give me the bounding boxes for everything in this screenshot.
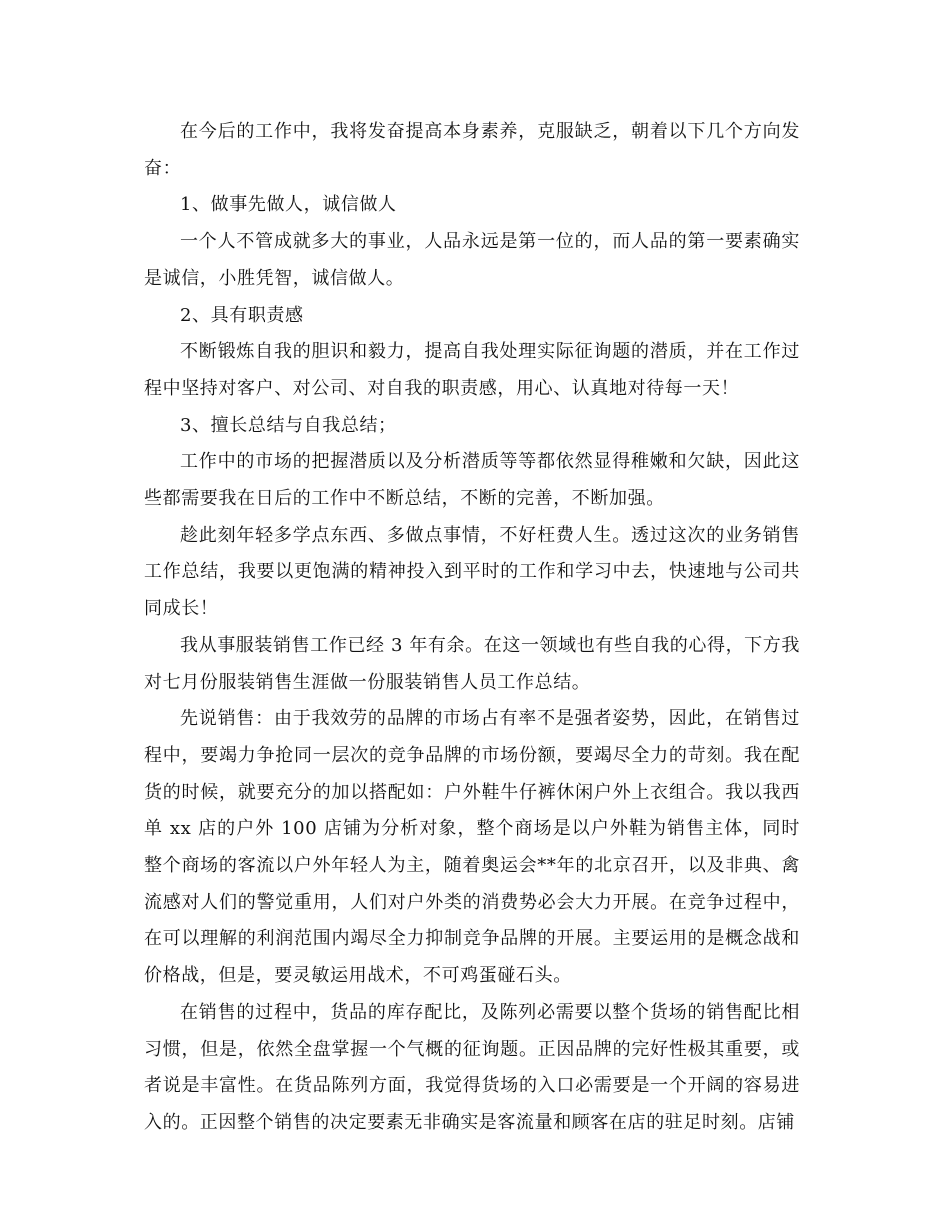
heading-item-3: 3、擅长总结与自我总结；	[180, 414, 397, 436]
paragraph-inventory: 在销售的过程中，货品的库存配比，及陈列必需要以整个货场的销售配比相习惯，但是，依然全盘掌握一个气概的征询题。正因品牌的完好性极其重要，或者说是丰富性。在货品陈列方面，我觉得货场的入口必需要是一个开阔的容易进入的。正因整个销售的决定要素无非确实是客流量和顾客在店的驻足时刻。店铺	[144, 1001, 800, 1133]
paragraph-item-2: 不断锻炼自我的胆识和毅力，提高自我处理实际征询题的潜质，并在工作过程中坚持对客户、对公司、对自我的职责感，用心、认真地对待每一天！	[144, 341, 800, 399]
paragraph-item-1: 一个人不管成就多大的事业，人品永远是第一位的，而人品的第一要素确实是诚信，小胜凭智，诚信做人。	[144, 231, 800, 289]
paragraph-sales: 先说销售：由于我效劳的品牌的市场占有率不是强者姿势，因此，在销售过程中，要竭力争抢同一层次的竞争品牌的市场份额，要竭尽全力的苛刻。我在配货的时候，就要充分的加以搭配如：户外鞋牛仔裤休闲户外上衣组合。我以我西单 xx 店的户外 100 店铺为分析对象，整个商场是以户外鞋为销售主体，同时整个商场的客流以户外年轻人为主，随着奥运会**年的北京召开，以及非典、禽流感对人们的警觉重用，人们对户外类的消费势必会大力开展。在竞争过程中，在可以理解的利润范围内竭尽全力抑制竞争品牌的开展。主要运用的是概念战和价格战，但是，要灵敏运用战术，不可鸡蛋碰石头。	[144, 708, 800, 987]
paragraph-closing: 趁此刻年轻多学点东西、多做点事情，不好枉费人生。透过这次的业务销售工作总结，我要以更饱满的精神投入到平时的工作和学习中去，快速地与公司共同成长！	[144, 524, 800, 620]
paragraph-clothing-intro: 我从事服装销售工作已经 3 年有余。在这一领域也有些自我的心得，下方我对七月份服装销售生涯做一份服装销售人员工作总结。	[144, 634, 800, 693]
paragraph-intro: 在今后的工作中，我将发奋提高本身素养，克服缺乏，朝着以下几个方向发奋：	[144, 121, 800, 179]
paragraph-item-3: 工作中的市场的把握潜质以及分析潜质等等都依然显得稚嫩和欠缺，因此这些都需要我在日后的工作中不断总结，不断的完善，不断加强。	[144, 451, 800, 510]
heading-item-1: 1、做事先做人，诚信做人	[180, 194, 397, 216]
document-body	[144, 114, 800, 1142]
heading-item-2: 2、具有职责感	[180, 304, 304, 326]
